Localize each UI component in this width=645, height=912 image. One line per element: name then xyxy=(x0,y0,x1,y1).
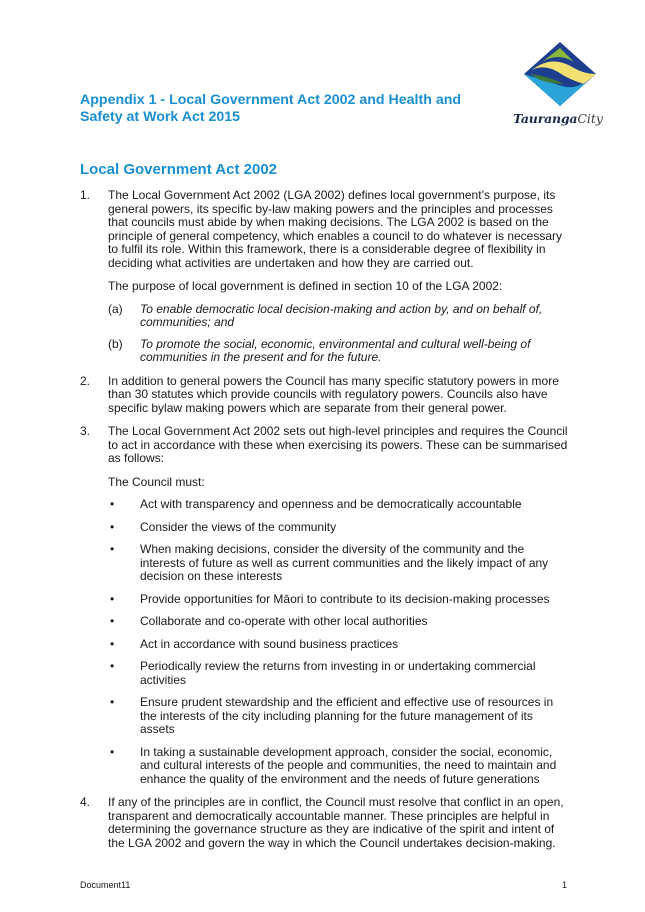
council-must-intro: The Council must: xyxy=(108,474,205,489)
bullet-icon: • xyxy=(110,497,115,511)
paragraph-number: 3. xyxy=(80,424,91,438)
paragraph-text: In addition to general powers the Council has many specific statutory powers in more than 30 statutes which provide councils with regulatory powers. Councils also have specific bylaw making powers which are separate from their general power. xyxy=(108,373,559,415)
paragraph-text: If any of the principles are in conflict, the Council must resolve that conflict in an open, transparent and democratically accountable manner. These principles are helpful in determining the governance structure as they are indicative of the spirit and intent of the LGA 2002 and govern the way in which the Council undertakes decision-making. xyxy=(108,795,564,850)
list-item: • In taking a sustainable development approach, consider the social, economic, and cultural interests of the people and communities, the need to maintain and enhance the quality of the environment and the needs of future generations xyxy=(110,744,557,786)
bullet-icon: • xyxy=(110,591,115,606)
list-item: • Act with transparency and openness and be democratically accountable xyxy=(110,497,522,511)
document-body xyxy=(80,189,570,860)
paragraph-4 xyxy=(80,796,570,850)
list-item: • Periodically review the returns from investing in or undertaking commercial activities xyxy=(110,659,536,687)
bullet-icon: • xyxy=(110,659,115,673)
paragraph-number: 2. xyxy=(80,373,91,388)
footer-document-name: Document11 xyxy=(80,880,131,890)
bullet-icon: • xyxy=(110,542,115,556)
item-text: To enable democratic local decision-making and action by, and on behalf of, communities; and xyxy=(140,301,543,329)
purpose-item-b xyxy=(108,338,570,365)
list-item: • Consider the views of the community xyxy=(110,519,337,534)
bullet-icon: • xyxy=(110,519,115,534)
section-heading: Local Government Act 2002 xyxy=(80,161,278,178)
list-item: • Act in accordance with sound business practices xyxy=(110,636,399,651)
list-item: • Ensure prudent stewardship and the efficient and effective use of resources in the interests of the city including planning for the future management of its assets xyxy=(110,695,554,736)
purpose-intro: The purpose of local government is defined in section 10 of the LGA 2002: xyxy=(108,279,503,293)
paragraph-text: The Local Government Act 2002 sets out high-level principles and requires the Council to act in accordance with these when exercising its powers. These can be summarised as follows: xyxy=(108,424,568,465)
paragraph-1 xyxy=(80,189,570,270)
paragraph-3 xyxy=(80,425,570,466)
bullet-icon: • xyxy=(110,744,115,759)
item-label: (a) xyxy=(108,301,123,316)
purpose-item-a xyxy=(108,303,570,330)
paragraph-text: The Local Government Act 2002 (LGA 2002) defines local government’s purpose, its general powers, its specific by-law making powers and the principles and processes that councils must abide by when making decisions. The LGA 2002 is based on the principle of general competency, which enables a council to do whatever is necessary to fulfil its role. Within this framework, there is a considerable degree of flexibility in deciding what activities are undertaken and how they are carried out. xyxy=(108,188,563,270)
footer-page-number: 1 xyxy=(562,880,568,890)
item-text: To promote the social, economic, environmental and cultural well-being of communities in the present and for the future. xyxy=(140,336,531,364)
logo-wordmark: TaurangaCity xyxy=(513,111,603,126)
bullet-icon: • xyxy=(110,636,115,651)
paragraph-number: 4. xyxy=(80,795,91,809)
bullet-icon: • xyxy=(110,614,115,628)
list-item: • Provide opportunities for Māori to contribute to its decision-making processes xyxy=(110,591,550,606)
item-label: (b) xyxy=(108,336,123,351)
paragraph-number: 1. xyxy=(80,188,91,202)
bullet-icon: • xyxy=(110,695,115,709)
list-item: • Collaborate and co-operate with other local authorities xyxy=(110,614,428,628)
document-title: Appendix 1 - Local Government Act 2002 and Health and Safety at Work Act 2015 xyxy=(80,92,462,125)
paragraph-2 xyxy=(80,375,570,416)
list-item: • When making decisions, consider the diversity of the community and the interests of future as well as current communities and the likely impact of any decision on these interests xyxy=(110,542,549,583)
